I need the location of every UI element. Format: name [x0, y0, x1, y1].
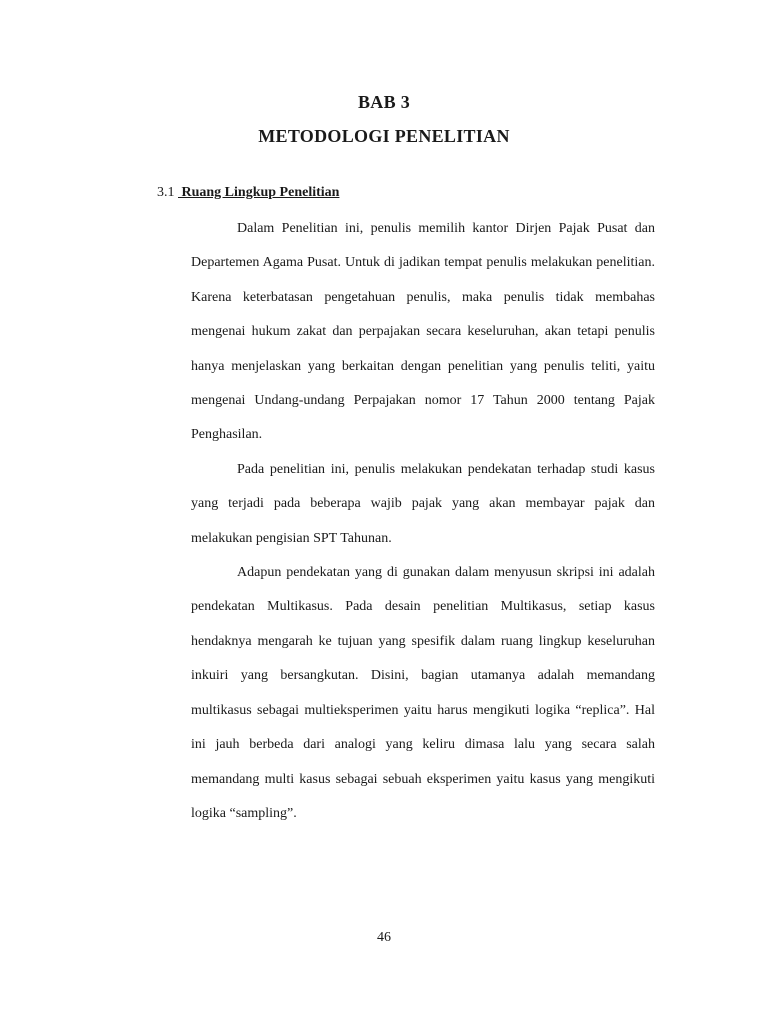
section-title: Ruang Lingkup Penelitian — [178, 185, 340, 200]
chapter-title: METODOLOGI PENELITIAN — [258, 126, 510, 146]
paragraph: Pada penelitian ini, penulis melakukan pendekatan terhadap studi kasus yang terjadi pada beberapa wajib pajak yang akan membayar pajak dan melakukan pengisian SPT Tahunan. — [191, 461, 655, 546]
paragraph: Adapun pendekatan yang di gunakan dalam menyusun skripsi ini adalah pendekatan Multikasus. Pada desain penelitian Multikasus, setiap kasus hendaknya mengarah ke tujuan yang spesifik dalam ruang lingkup keseluruhan inkuiri yang bersangkutan. Disini, bagian utamanya adalah memandang multikasus sebagai multieksperimen yaitu harus mengikuti logika “replica”. Hal ini jauh berbeda dari analogi yang keliru dimasa lalu yang secara salah memandang multi kasus sebagai sebuah eksperimen yaitu kasus yang mengikuti logika “sampling”. — [191, 565, 655, 821]
page-number: 46 — [377, 930, 391, 945]
chapter-number: BAB 3 — [357, 92, 410, 112]
section-heading — [157, 185, 339, 201]
body-text — [191, 212, 655, 831]
paragraph: Dalam Penelitian ini, penulis memilih kantor Dirjen Pajak Pusat dan Departemen Agama Pusat. Untuk di jadikan tempat penulis melakukan penelitian. Karena keterbatasan pengetahuan penulis, maka penulis tidak membahas mengenai hukum zakat dan perpajakan secara keseluruhan, akan tetapi penulis hanya menjelaskan yang berkaitan dengan penelitian yang penulis teliti, yaitu mengenai Undang-undang Perpajakan nomor 17 Tahun 2000 tentang Pajak Penghasilan. — [191, 221, 655, 443]
section-number: 3.1 — [157, 185, 175, 200]
